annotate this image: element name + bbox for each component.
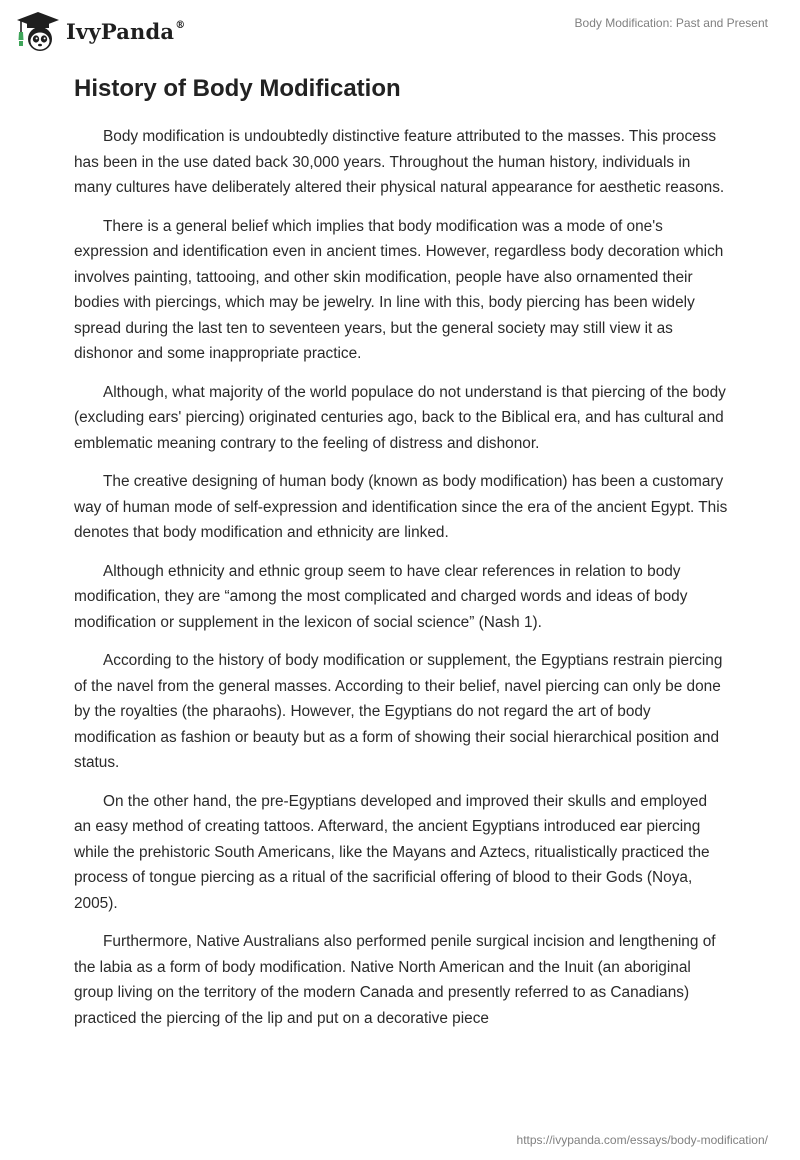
- paragraph: There is a general belief which implies that body modification was a mode of one's expression and identification even in ancient times. However, regardless body decoration which involves painting, tattooing, and other skin modification, people have also ornamented their bodies with piercings, which may be jewelry. In line with this, body piercing has been widely spread during the last ten to seventeen years, but the general society may still view it as dishonor and some inappropriate practice.: [74, 217, 724, 362]
- paragraph: Furthermore, Native Australians also performed penile surgical incision and lengthening of the labia as a form of body modification. Native North American and the Inuit (an aboriginal group living on the territory of the modern Canada and presently referred to as Canadians) practiced the piercing of the lip and put on a decorative piece: [74, 933, 716, 1027]
- brand-name: [66, 19, 185, 44]
- paragraph: Although, what majority of the world populace do not understand is that piercing of the body (excluding ears' piercing) originated centuries ago, back to the Biblical era, and has cultural and emblematic meaning contrary to the feeling of distress and dishonor.: [74, 383, 726, 452]
- paragraph: Although ethnicity and ethnic group seem to have clear references in relation to body modification, they are “among the most complicated and charged words and ideas of body modification or supplement in the lexicon of social science” (Nash 1).: [74, 562, 688, 631]
- ivypanda-logo[interactable]: [14, 10, 185, 54]
- paragraph: On the other hand, the pre-Egyptians developed and improved their skulls and employed an easy method of creating tattoos. Afterward, the ancient Egyptians introduced ear piercing while the prehistoric South Americans, like the Mayans and Aztecs, ritualistically practiced the process of tongue piercing as a ritual of the sacrificial offering of blood to their Gods (Noya, 2005).: [74, 792, 710, 912]
- source-url-link[interactable]: https://ivypanda.com/essays/body-modification/: [516, 1133, 768, 1147]
- panda-graduate-icon: [14, 10, 62, 54]
- paragraph: Body modification is undoubtedly distinctive feature attributed to the masses. This process has been in the use dated back 30,000 years. Throughout the human history, individuals in many cultures have deliberately altered their physical natural appearance for aesthetic reasons.: [74, 128, 725, 196]
- paragraph: According to the history of body modification or supplement, the Egyptians restrain piercing of the navel from the general masses. According to their belief, navel piercing can only be done by the royalties (the pharaohs). However, the Egyptians do not regard the art of body modification as fashion or beauty but as a form of showing their social hierarchical position and status.: [74, 652, 723, 771]
- section-heading: History of Body Modification: [74, 75, 401, 102]
- brand-name-text: IvyPanda: [66, 18, 175, 44]
- registered-mark: ®: [175, 19, 186, 31]
- paragraph: The creative designing of human body (known as body modification) has been a customary way of human mode of self-expression and identification since the era of the ancient Egypt. This denotes that body modification and ethnicity are linked.: [74, 473, 728, 541]
- document-title: Body Modification: Past and Present: [574, 16, 768, 30]
- page-header: [0, 0, 800, 64]
- article-content: [74, 74, 728, 1044]
